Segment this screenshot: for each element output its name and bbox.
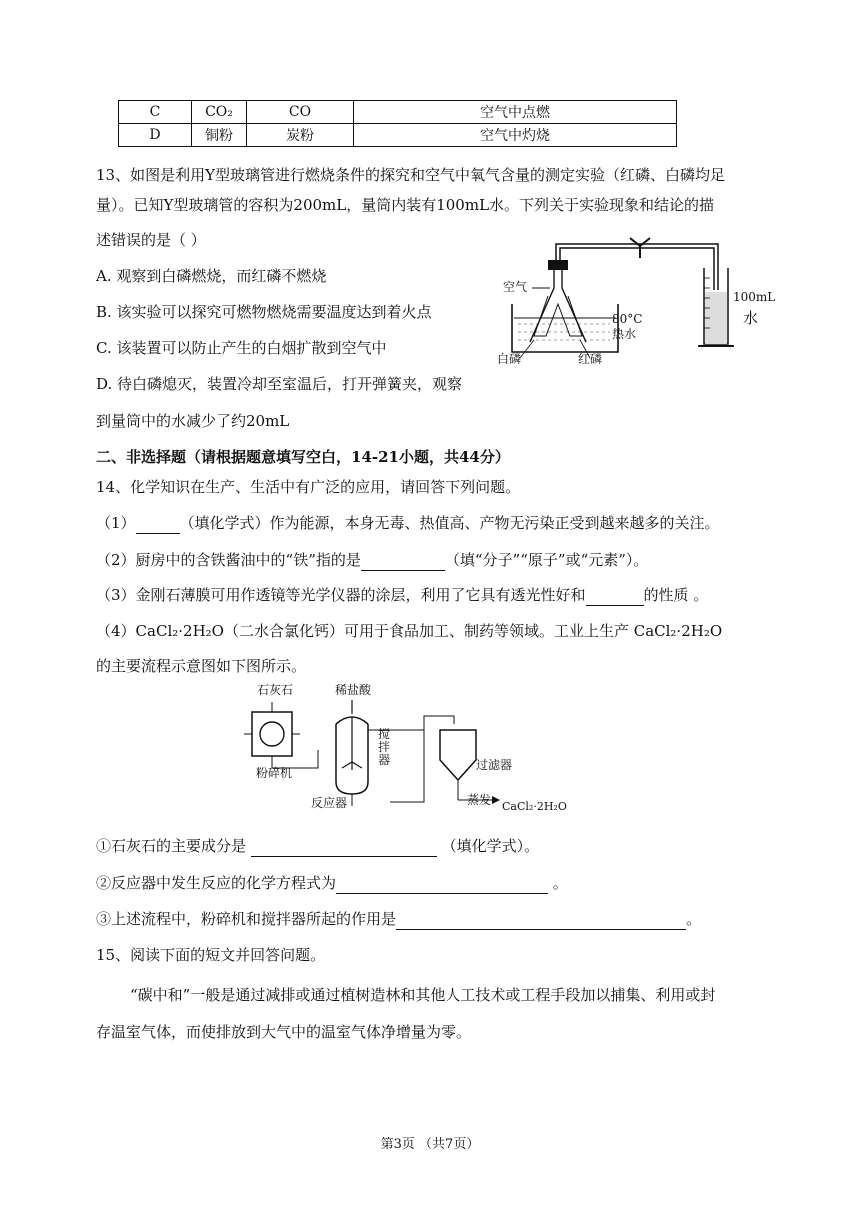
q14-part-4-line-1: （4）CaCl₂·2H₂O（二水合氯化钙）可用于食品加工、制药等领域。工业上生产 CaCl₂·2H₂O [96, 622, 723, 640]
answer-blank[interactable] [396, 913, 686, 930]
q13-option-c: C. 该装置可以防止产生的白烟扩散到空气中 [96, 339, 387, 357]
reactor-label: 反应器 [311, 796, 348, 810]
product-label: CaCl₂·2H₂O [502, 800, 567, 813]
answer-blank[interactable] [361, 554, 445, 571]
table-cell: 铜粉 [192, 124, 247, 147]
volume-label: 100mL [733, 290, 776, 304]
answer-blank[interactable] [586, 589, 644, 606]
crusher-label: 粉碎机 [256, 766, 293, 780]
q15-stem: 15、阅读下面的短文并回答问题。 [96, 946, 326, 964]
q14-sub-1 [96, 835, 820, 857]
filter-label: 过滤器 [476, 758, 513, 772]
answer-blank[interactable] [251, 840, 437, 857]
q14-sub-3-suffix: 。 [686, 910, 702, 928]
q13-stem-line-1: 13、如图是利用Y型玻璃管进行燃烧条件的探究和空气中氧气含量的测定实验（红磷、白磷均足 [96, 166, 725, 184]
hydrochloric-acid-label: 稀盐酸 [335, 683, 372, 697]
q14-sub-2 [96, 872, 820, 894]
q14-sub-1-suffix: （填化学式）。 [441, 837, 540, 855]
table-cell: 空气中点燃 [354, 101, 677, 124]
q13-stem-line-3: 述错误的是（ ） [96, 231, 206, 249]
q15-paragraph-line-1: “碳中和”一般是通过减排或通过植树造林和其他人工技术或工程手段加以捕集、利用或封 [130, 986, 716, 1004]
section-heading: 二、非选择题（请根据题意填写空白，14-21小题，共44分） [96, 448, 510, 466]
limestone-label: 石灰石 [257, 683, 294, 697]
q14-sub-3-text: ③上述流程中，粉碎机和搅拌器所起的作用是 [96, 910, 397, 928]
q14-stem: 14、化学知识在生产、生活中有广泛的应用，请回答下列问题。 [96, 478, 521, 496]
page-footer: 第3页 （共7页） [380, 1137, 480, 1152]
q13-option-b: B. 该实验可以探究可燃物燃烧需要温度达到着火点 [96, 303, 432, 321]
q15-paragraph-line-2: 存温室气体，而使排放到大气中的温室气体净增量为零。 [96, 1023, 472, 1041]
red-phosphorus-label: 红磷 [578, 352, 603, 366]
white-phosphorus-label: 白磷 [497, 352, 522, 366]
stirrer-label: 搅拌器 [378, 727, 391, 767]
table-row [119, 124, 677, 147]
table-cell: CO₂ [192, 101, 247, 124]
answer-blank[interactable] [136, 517, 180, 534]
hot-water-label: 热水 [612, 327, 637, 341]
q14-sub-2-text: ②反应器中发生反应的化学方程式为 [96, 874, 337, 892]
q14-part-3-suffix: 的性质 。 [643, 586, 709, 604]
air-label: 空气 [503, 280, 528, 294]
q14-part-4-line-2: 的主要流程示意图如下图所示。 [96, 657, 307, 675]
q14-part-2-text: （2）厨房中的含铁酱油中的“铁”指的是 [96, 551, 361, 569]
answer-blank[interactable] [336, 877, 548, 894]
q14-sub-3 [96, 908, 820, 930]
water-label: 水 [743, 309, 759, 327]
q14-sub-1-text: ①石灰石的主要成分是 [96, 837, 247, 855]
options-table [118, 100, 677, 147]
table-cell: D [119, 124, 192, 147]
q13-option-a: A. 观察到白磷燃烧，而红磷不燃烧 [96, 267, 327, 285]
q14-part-2 [96, 549, 820, 571]
table-row [119, 101, 677, 124]
q13-option-d-line-2: 到量筒中的水减少了约20mL [96, 412, 290, 430]
q14-part-1-text: （填化学式）作为能源，本身无毒、热值高、产物无污染正受到越来越多的关注。 [179, 514, 720, 532]
table-cell: C [119, 101, 192, 124]
q14-part-1-prefix: （1） [96, 514, 136, 532]
table-cell: CO [247, 101, 354, 124]
evaporation-label: 蒸发 [467, 793, 492, 807]
q14-part-3-text: （3）金刚石薄膜可用作透镜等光学仪器的涂层，利用了它具有透光性好和 [96, 586, 586, 604]
temperature-label: 80°C [612, 312, 643, 326]
q14-part-2-suffix: （填“分子”“原子”或“元素”）。 [444, 551, 649, 569]
q14-part-3 [96, 584, 820, 606]
q14-part-1 [96, 512, 820, 534]
table-cell: 空气中灼烧 [354, 124, 677, 147]
table-cell: 炭粉 [247, 124, 354, 147]
q13-stem-line-2: 量）。已知Y型玻璃管的容积为200mL，量筒内装有100mL水。下列关于实验现象和结论的描 [96, 196, 715, 214]
q13-option-d-line-1: D. 待白磷熄灭，装置冷却至室温后，打开弹簧夹，观察 [96, 375, 463, 393]
q14-sub-2-suffix: 。 [552, 874, 568, 892]
